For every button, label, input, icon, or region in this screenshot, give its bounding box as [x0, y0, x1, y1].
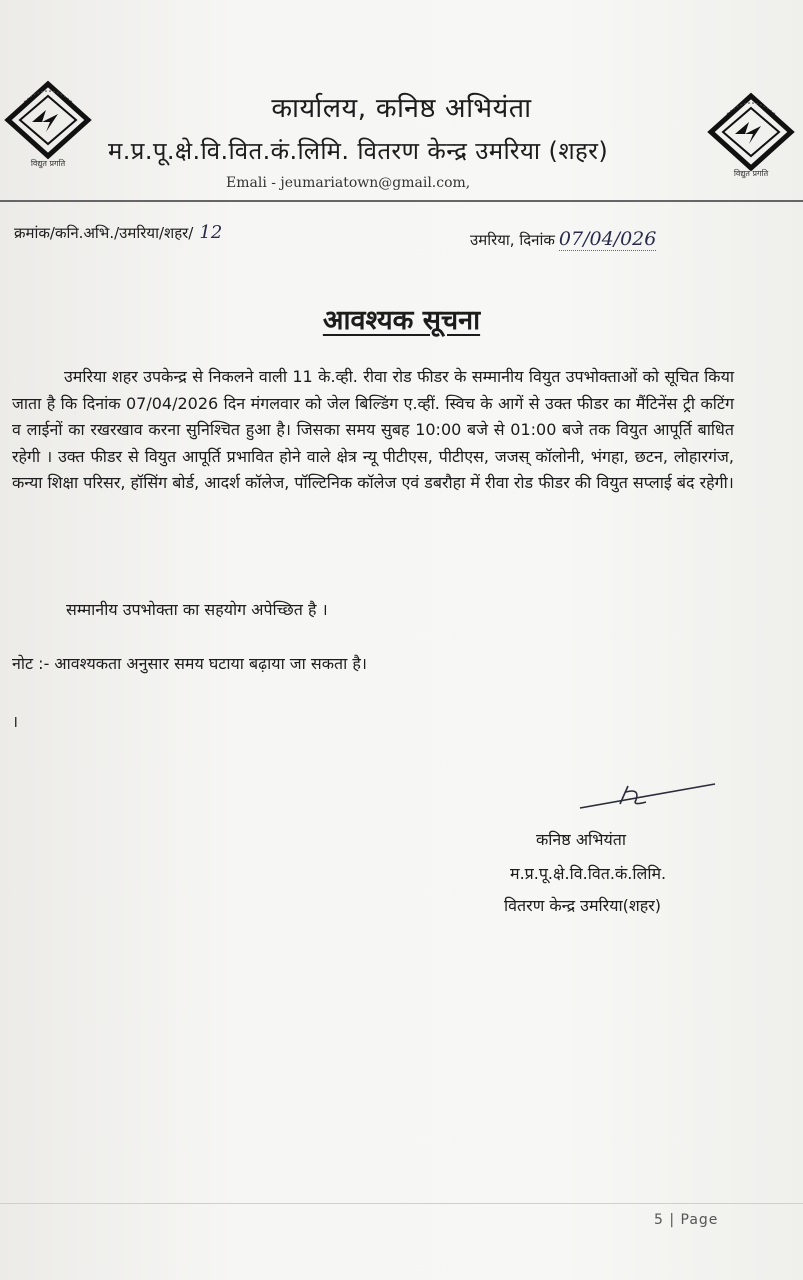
notice-title: आवश्यक सूचना	[322, 305, 481, 336]
stray-mark: ।	[12, 712, 19, 731]
date-handwritten-value: 07/04/026	[558, 228, 657, 250]
notice-paragraph: उमरिया शहर उपकेन्द्र से निकलने वाली 11 के.व्ही. रीवा रोड फीडर के सम्मानीय वियुत उपभोक्ताओं को सूचित किया जाता है कि दिनांक 07/04/2026 दिन मंगलवार को जेल बिल्डिंग ए.व्हीं. स्विच के आगें से उक्त फीडर का मैंटिनेंस ट्री कटिंग व लाईनों का रखरखाव करना सुनिश्चित हुआ है। जिसका समय सुबह 10:00 बजे से 01:00 बजे तक वियुत आपूर्ति बाधित रहेगी । उक्त फीडर से वियुत आपूर्ति प्रभावित होने वाले क्षेत्र न्यू पीटीएस, पीटीएस, जजस् कॉलोनी, भंगहा, छटन, लोहारगंज, कन्या शिक्षा परिसर, हॉसिंग बोर्ड, आदर्श कॉलेज, पॉल्टिनिक कॉलेज एवं डबरौहा में रीवा रोड फीडर की वियुत सप्लाई बंद रहेगी।	[12, 367, 734, 492]
handwritten-signature	[570, 778, 720, 818]
organisation-heading: म.प्र.पू.क्षे.वि.वित.कं.लिमि. वितरण केन्द्र उमरिया (शहर)	[108, 137, 609, 165]
office-heading: कार्यालय, कनिष्ठ अभियंता	[271, 93, 532, 124]
logo-caption-left: विद्युत प्रगति	[30, 159, 66, 168]
page-number: 5 | Page	[654, 1212, 719, 1228]
header-divider	[0, 200, 803, 202]
signatory-designation: कनिष्ठ अभियंता	[536, 830, 626, 849]
date-label: उमरिया, दिनांक	[470, 231, 555, 249]
signatory-centre: वितरण केन्द्र उमरिया(शहर)	[504, 896, 662, 915]
footer-divider	[0, 1203, 803, 1204]
reference-handwritten-number: 12	[199, 222, 223, 243]
reference-number	[14, 222, 222, 243]
reference-label: क्रमांक/कनि.अभि./उमरिया/शहर/	[14, 224, 194, 242]
logo-caption-right: विद्युत प्रगति	[733, 169, 769, 178]
note-line: नोट :- आवश्यकता अनुसार समय घटाया बढ़ाया जा सकता है।	[12, 654, 367, 673]
appeal-line: सम्मानीय उपभोक्ता का सहयोग अपेच्छित है ।	[66, 600, 328, 619]
notice-body	[12, 364, 734, 497]
office-email: Emali - jeumariatown@gmail.com,	[226, 175, 471, 191]
date-line	[470, 228, 656, 250]
signatory-company: म.प्र.पू.क्षे.वि.वित.कं.लिमि.	[510, 864, 667, 883]
